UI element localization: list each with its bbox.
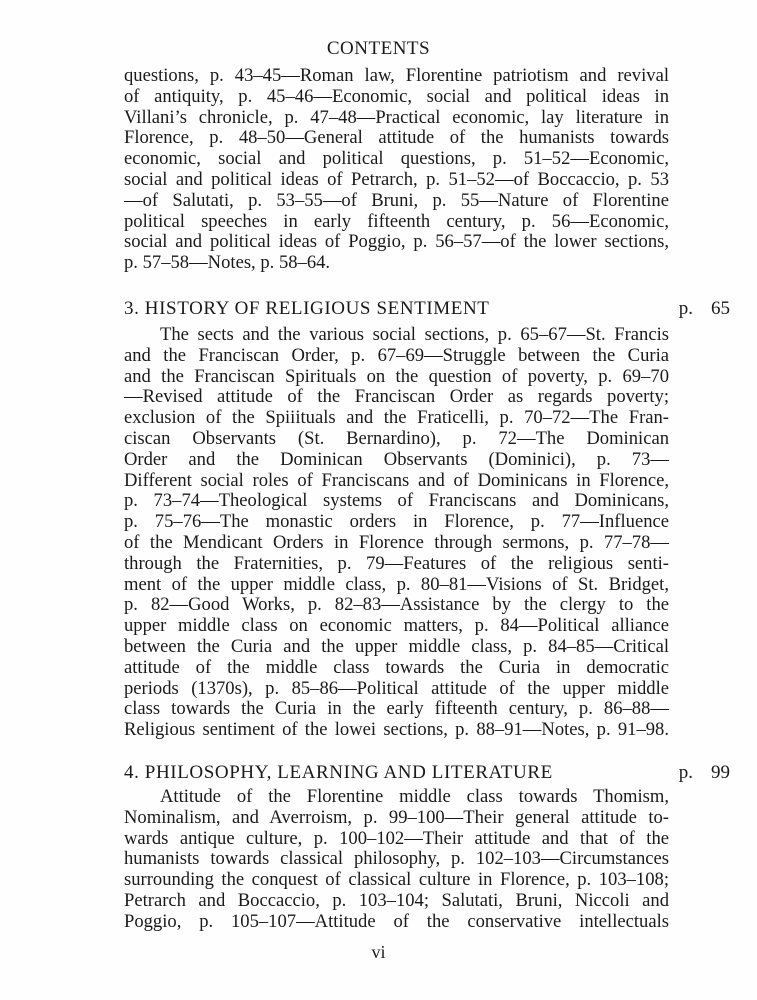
contents-line: upper middle class on economic matters, p. 84—Political alliance — [124, 615, 669, 637]
contents-line: p. 75–76—The monastic orders in Florence, p. 77—Influence — [124, 511, 669, 533]
page-number: 99 — [711, 762, 730, 783]
chapter-page-ref — [679, 298, 730, 320]
contents-line: Nominalism, and Averroism, p. 99–100—Their general attitude to- — [124, 806, 669, 828]
chapter-4-summary — [124, 787, 669, 933]
page-prefix: p. — [678, 298, 693, 319]
contents-line: Religious sentiment of the lowei sections, p. 88–91—Notes, p. 91–98. — [124, 719, 669, 741]
contents-line: Different social roles of Franciscans and of Dominicans in Florence, — [124, 469, 669, 491]
page-number: 65 — [711, 298, 730, 319]
contents-line: The sects and the various social sections, p. 65–67—St. Francis — [160, 324, 669, 345]
chapter-page-ref — [679, 762, 730, 784]
contents-line: surrounding the conquest of classical culture in Florence, p. 103–108; — [124, 869, 669, 891]
contents-line: and the Franciscan Order, p. 67–69—Struggle between the Curia — [124, 344, 669, 366]
contents-line: Villani’s chronicle, p. 47–48—Practical economic, lay literature in — [124, 106, 669, 128]
contents-line: exclusion of the Spiiituals and the Fraticelli, p. 70–72—The Fran- — [124, 407, 669, 429]
chapter-3-summary — [124, 325, 669, 741]
contents-line: between the Curia and the upper middle class, p. 84–85—Critical — [124, 635, 669, 657]
contents-line: and the Franciscan Spirituals on the question of poverty, p. 69–70 — [124, 365, 669, 387]
contents-line: of antiquity, p. 45–46—Economic, social and political ideas in — [124, 85, 669, 107]
contents-line: attitude of the middle class towards the Curia in democratic — [124, 656, 669, 678]
contents-line: of the Mendicant Orders in Florence through sermons, p. 77–78— — [124, 531, 669, 553]
contents-line: ment of the upper middle class, p. 80–81—Visions of St. Bridget, — [124, 573, 669, 595]
contents-line: ciscan Observants (St. Bernardino), p. 72—The Dominican — [124, 427, 669, 449]
chapter-2-continuation — [124, 66, 669, 274]
contents-line: Attitude of the Florentine middle class towards Thomism, — [160, 786, 669, 807]
contents-line: p. 73–74—Theological systems of Franciscans and Dominicans, — [124, 490, 669, 512]
contents-line: Poggio, p. 105–107—Attitude of the conservative intellectuals — [124, 910, 669, 932]
contents-line: social and political ideas of Petrarch, p. 51–52—of Boccaccio, p. 53 — [124, 168, 669, 190]
chapter-title: 3. HISTORY OF RELIGIOUS SENTIMENT — [124, 298, 490, 319]
contents-line: Petrarch and Boccaccio, p. 103–104; Salutati, Bruni, Niccoli and — [124, 889, 669, 911]
chapter-heading-3 — [124, 298, 730, 320]
contents-line: questions, p. 43–45—Roman law, Florentine patriotism and revival — [124, 65, 669, 86]
page-folio: vi — [371, 942, 386, 962]
contents-line: p. 57–58—Notes, p. 58–64. — [124, 252, 331, 274]
contents-line: —of Salutati, p. 53–55—of Bruni, p. 55—Nature of Florentine — [124, 189, 669, 211]
contents-line: —Revised attitude of the Franciscan Order as regards poverty; — [124, 386, 669, 408]
contents-line: Florence, p. 48–50—General attitude of the humanists towards — [124, 127, 669, 149]
contents-line: Order and the Dominican Observants (Dominici), p. 73— — [124, 448, 669, 470]
contents-line: wards antique culture, p. 100–102—Their attitude and that of the — [124, 827, 669, 849]
page-prefix: p. — [678, 762, 693, 783]
chapter-heading-4 — [124, 762, 730, 784]
contents-line: economic, social and political questions, p. 51–52—Economic, — [124, 148, 669, 170]
contents-line: social and political ideas of Poggio, p. 56–57—of the lower sections, — [124, 231, 669, 253]
contents-line: class towards the Curia in the early fifteenth century, p. 86–88— — [124, 698, 669, 720]
contents-line: periods (1370s), p. 85–86—Political attitude of the upper middle — [124, 677, 669, 699]
chapter-title: 4. PHILOSOPHY, LEARNING AND LITERATURE — [124, 762, 553, 783]
contents-line: political speeches in early fifteenth century, p. 56—Economic, — [124, 210, 669, 232]
running-head: CONTENTS — [326, 38, 431, 59]
contents-line: p. 82—Good Works, p. 82–83—Assistance by the clergy to the — [124, 594, 669, 616]
contents-line: through the Fraternities, p. 79—Features of the religious senti- — [124, 552, 669, 574]
contents-line: humanists towards classical philosophy, p. 102–103—Circumstances — [124, 848, 669, 870]
